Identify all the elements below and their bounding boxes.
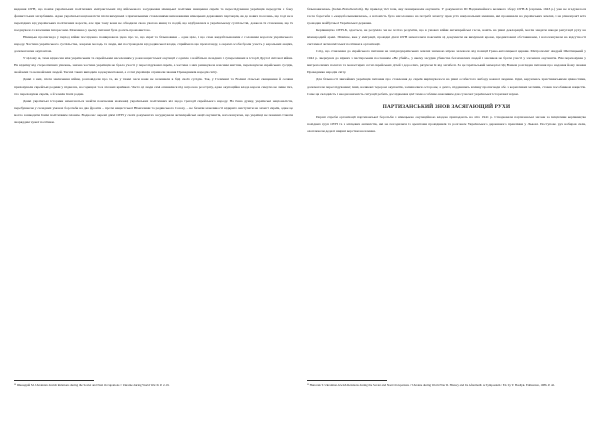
footnote: ¹¹ Hunczak T. Ukrainian-Jewish Relations during the Soviet and Nazi Occupations // Ukraine during World War II. History and Its Aftermath: A Symposium / Ed. by Y. Boshyk. Edmonton, 1986. Р. 42. bbox=[307, 383, 555, 387]
paragraph: видання ОУН, що поміж українських політичних емігрантських під військового засудження німецької політики знищення євреїв та переслідування українців передусім з боку фашистських загарбників. Адже українські націоналісти після вимушені з прихильними ставленнями вихованнями німецьких державних партнерів, як до нових поселень, що тоді не в перехідних від українських політичних ворогів, але при тому вони не обходили свою увагою явищ та подій, що відбувалися в українському суспільстві, довкола їх ставлення, що їх поєднувало із власними інтересами. Мовчанка у цьому питанні була досить промовистою. bbox=[14, 7, 293, 33]
paragraph: Керівництво ОУН-Б, здається, не розуміло чи не хотіло розуміти, що в умовах війни антиєврейські гасла, навіть на рівні декларацій, могли завдати шкоди репутації руху на міжнародній арені. Пізніше, вже у еміграції, провідні діячі ОУН намагалися пояснити ці документи як вимушені кроки, продиктовані обставинами, і наголошували на відсутності системної антисемітської політики в організації. bbox=[307, 28, 586, 47]
right-column bbox=[307, 6, 586, 420]
paragraph: Деякі з них, після закінчення війни, розповідали про те, як у тяжкі часи вони не залишили в біді своїх сусідів. Так, у Галичині та Волині сільські священики й селяни приховували єврейські родини у підвалах, на горищах та в лісових криївках. Часто ці люди самі опинялися під загрозою розстрілу, адже окупаційна влада карала смертю не лише тих, хто переховував євреїв, а й членів їхніх родин. bbox=[14, 77, 293, 96]
paragraph: Для більшості звичайних українців питання про ставлення до євреїв вирішувалося на рівні особистого вибору кожної людини. Одні, керуючись християнськими цінностями, допомагали переслідуваним; інші, налякані терором окупантів, залишалися осторонь; а дехто, піддавшись впливу пропаганди або з корисливих мотивів, ставав пособником нацистів. Саме ця складність і неоднозначність ситуації робить дослідження цієї теми особливо важливим для сучасної української історичної науки. bbox=[307, 77, 586, 96]
paragraph: У цілому ж, тема відносин між українським та єврейським населенням у роки нацистської окупації є однією з найбільш складних і суперечливих в історії Другої світової війни. На відміну від стереотипних уявлень, значна частина українців не брала участі у переслідуванні євреїв, а частина з них ризикувала власним життям, переховуючи єврейських сусідів, знайомих та незнайомих людей. Тисячі таких випадків задокументовані, а сотні українців отримали звання Праведників народів світу. bbox=[14, 56, 293, 75]
paragraph: Перші спроби організації партизанської боротьби з німецькою окупаційною владою припадають на літо 1941 р. Створювали партизанські загони за ініціативи керівництва похідних груп ОУН та з місцевих активістів, які не погодилися із арештами провідників та розгоном Українського державного правління у Львові. Поступово рух набирав сили, охоплюючи дедалі ширші верстви населення. bbox=[307, 114, 586, 133]
paragraph: Деякі українські історики намагаються знайти пояснення мовчанці українських політичних кіл щодо трагедії єврейського народу. На їхню думку, українські націоналісти, перебуваючи у складних умовах боротьби на два фронти – проти нацистської Німеччини та радянського Союзу, – не бачили можливості відкрито виступати на захист євреїв, адже це могло зашкодити їхнім політичним планам. Водночас окремі діячі ОУН у своїх документах засуджували антиєврейські акції окупантів, наголошуючи, що українці не повинні ставати знаряддям чужої політики. bbox=[14, 98, 293, 124]
paragraph: Німецька пропаганда у період війни послідовно поширювала ідею про те, що євреї та більшовики – одне ціле, і що саме жидобільшовизм є головним ворогом українського народу. Частина українського суспільства, зокрема молодь та люди, які постраждали від радянської влади, сприймала цю пропаганду, а окремі особи брали участь у каральних акціях, допомагаючи окупантам. bbox=[14, 35, 293, 54]
section-title: ПАРТИЗАНСЬКИЙ ЗНОВ ЗАСЯГАЮЩИЙ РУХИ bbox=[382, 103, 511, 110]
footnote-area bbox=[14, 374, 293, 388]
left-column bbox=[14, 6, 293, 420]
footnote: ¹⁰ Шкандрій М. Ukrainian Jewish Relations during the Soviet and Nazi Occupations // Ukraine during World War II. Р. 2-19. bbox=[14, 383, 170, 387]
paragraph: Слід, що ставлення до єврейського питання на західноукраїнських землях значною мірою залежало від позиції Греко-католицької церкви. Митрополит Андрей Шептицький у 1942 р. звернувся до вірних з пастирським посланням «Не убий!», у якому засудив убивства беззахисних людей і закликав не брати участі у злочинах окупантів. Він переховував у митрополичих палатах та монастирях сотні єврейських дітей і дорослих, рятуючи їх від загибелі. За це ізраїльський меморіал Яд Вашем розглядав питання про надання йому звання Праведника народів світу. bbox=[307, 49, 586, 75]
footnote-area bbox=[307, 374, 586, 388]
paragraph: більшовизмом» (Juden-Bolschewism). Це приклад тієї тези, яку поширювали окупанти. У документах ІІІ Надзвичайного великого збору ОУН-Б (серпень 1943 р.) уже не згадувалося гасла боротьби з «жидобольшевизмом», а натомість було наголошено на потребі захисту прав усіх національних меншин, які проживали на українських землях, і на рівноправ'ї всіх громадян майбутньої Української держави. bbox=[307, 7, 586, 26]
footnote-divider bbox=[307, 380, 387, 381]
footnote-divider bbox=[14, 380, 94, 381]
